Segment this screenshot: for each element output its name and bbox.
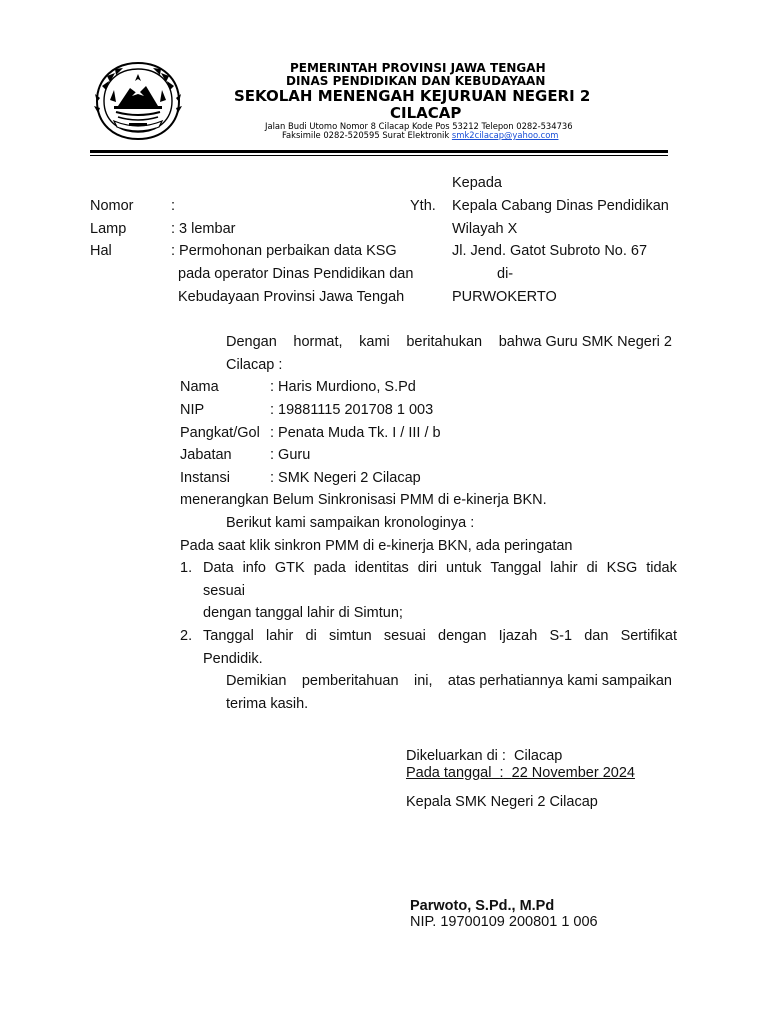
letterhead-address: Jalan Budi Utomo Nomor 8 Cilacap Kode Pos 53212 Telepon 0282-534736 xyxy=(265,121,573,131)
date-label: Pada tanggal xyxy=(406,765,492,781)
letterhead-email-link[interactable]: smk2cilacap@yahoo.com xyxy=(451,130,559,140)
list-item-2-number: 2. xyxy=(180,628,193,644)
hal-value-line1: : Permohonan perbaikan data KSG xyxy=(171,243,397,259)
item2-word: sesuai xyxy=(383,628,426,644)
field-label-pangkat: Pangkat/Gol xyxy=(180,425,260,441)
issued-value: Cilacap xyxy=(514,748,563,764)
item1-word: GTK xyxy=(274,560,305,576)
item2-word: di xyxy=(305,628,317,644)
issued-date xyxy=(406,765,635,781)
closing-word: pemberitahuan xyxy=(301,673,399,689)
letterhead-city: CILACAP xyxy=(390,104,462,122)
opening-line1 xyxy=(226,334,672,350)
signatory-position: Kepala SMK Negeri 2 Cilacap xyxy=(406,794,598,810)
letterhead-rule-thin xyxy=(90,155,668,156)
field-value-jabatan: : Guru xyxy=(270,447,311,463)
list-item-1-number: 1. xyxy=(180,560,193,576)
opening-word: bahwa Guru SMK Negeri 2 xyxy=(498,334,672,350)
letterhead-government: PEMERINTAH PROVINSI JAWA TENGAH xyxy=(290,61,546,75)
date-separator: : xyxy=(499,765,504,781)
opening-word: beritahukan xyxy=(406,334,483,350)
item1-word: KSG xyxy=(606,560,638,576)
item1-word: di xyxy=(586,560,598,576)
yth-label: Yth. xyxy=(410,198,436,214)
letterhead-rule-thick xyxy=(90,150,668,153)
hal-label: Hal xyxy=(90,243,112,259)
field-value-instansi: : SMK Negeri 2 Cilacap xyxy=(270,470,421,486)
nomor-separator: : xyxy=(171,198,176,214)
item1-word: identitas xyxy=(354,560,409,576)
lamp-value: : 3 lembar xyxy=(171,221,236,237)
list-item-2-line1 xyxy=(203,628,677,644)
letterhead-fax: Faksimile 0282-520595 Surat Elektronik xyxy=(282,130,450,140)
closing-line2: terima kasih. xyxy=(226,696,309,712)
field-label-jabatan: Jabatan xyxy=(180,447,232,463)
list-item-1-line1 xyxy=(203,560,677,576)
recipient-line1: Kepala Cabang Dinas Pendidikan xyxy=(452,198,669,214)
hal-value-line3: Kebudayaan Provinsi Jawa Tengah xyxy=(178,289,405,305)
item1-word: diri xyxy=(417,560,438,576)
item1-word: untuk xyxy=(446,560,482,576)
signatory-nip: NIP. 19700109 200801 1 006 xyxy=(410,914,598,930)
item1-word: Tanggal xyxy=(490,560,542,576)
item2-word: simtun xyxy=(329,628,372,644)
item2-word: dan xyxy=(584,628,609,644)
item1-word: info xyxy=(242,560,266,576)
closing-word: Demikian xyxy=(226,673,287,689)
issued-label: Dikeluarkan di : xyxy=(406,748,506,764)
signatory-name: Parwoto, S.Pd., M.Pd xyxy=(410,898,555,914)
item2-word: Sertifikat xyxy=(620,628,677,644)
chronology-intro: Berikut kami sampaikan kronologinya : xyxy=(226,515,475,531)
opening-line2: Cilacap : xyxy=(226,357,283,373)
item2-word: Ijazah xyxy=(498,628,538,644)
item1-word: tidak xyxy=(646,560,677,576)
date-value: 22 November 2024 xyxy=(511,765,635,781)
list-item-2-line2: Pendidik. xyxy=(203,651,263,667)
opening-word: hormat, xyxy=(293,334,343,350)
closing-word: ini, xyxy=(413,673,433,689)
closing-line1 xyxy=(226,673,672,689)
recipient-di: di- xyxy=(497,266,514,282)
province-emblem-logo xyxy=(92,60,184,142)
letterhead-department: DINAS PENDIDIKAN DAN KEBUDAYAAN xyxy=(286,74,546,88)
item1-word: pada xyxy=(313,560,346,576)
field-label-nama: Nama xyxy=(180,379,219,395)
recipient-kepada: Kepada xyxy=(452,175,502,191)
item2-word: lahir xyxy=(265,628,294,644)
opening-word: Dengan xyxy=(226,334,277,350)
issued-place xyxy=(406,748,562,764)
recipient-street: Jl. Jend. Gatot Subroto No. 67 xyxy=(452,243,648,259)
item2-word: dengan xyxy=(438,628,487,644)
list-item-1-line2: sesuai xyxy=(203,583,245,599)
recipient-line2: Wilayah X xyxy=(452,221,518,237)
item1-word: lahir xyxy=(550,560,578,576)
nomor-label: Nomor xyxy=(90,198,134,214)
field-label-nip: NIP xyxy=(180,402,205,418)
field-label-instansi: Instansi xyxy=(180,470,230,486)
letterhead-contact xyxy=(282,130,558,140)
item1-word: Data xyxy=(203,560,234,576)
letterhead-school-name: SEKOLAH MENENGAH KEJURUAN NEGERI 2 xyxy=(234,87,591,105)
closing-word: atas perhatiannya kami sampaikan xyxy=(447,673,672,689)
warning-intro: Pada saat klik sinkron PMM di e-kinerja BKN, ada peringatan xyxy=(180,538,573,554)
item2-word: Tanggal xyxy=(203,628,254,644)
hal-value-line2: pada operator Dinas Pendidikan dan xyxy=(178,266,414,282)
item2-word: S-1 xyxy=(549,628,573,644)
list-item-1-line3: dengan tanggal lahir di Simtun; xyxy=(203,605,403,621)
field-value-nama: : Haris Murdiono, S.Pd xyxy=(270,379,416,395)
statement: menerangkan Belum Sinkronisasi PMM di e-kinerja BKN. xyxy=(180,492,547,508)
field-value-pangkat: : Penata Muda Tk. I / III / b xyxy=(270,425,441,441)
lamp-label: Lamp xyxy=(90,221,127,237)
field-value-nip: : 19881115 201708 1 003 xyxy=(270,402,434,418)
recipient-city: PURWOKERTO xyxy=(452,289,557,305)
opening-word: kami xyxy=(359,334,390,350)
